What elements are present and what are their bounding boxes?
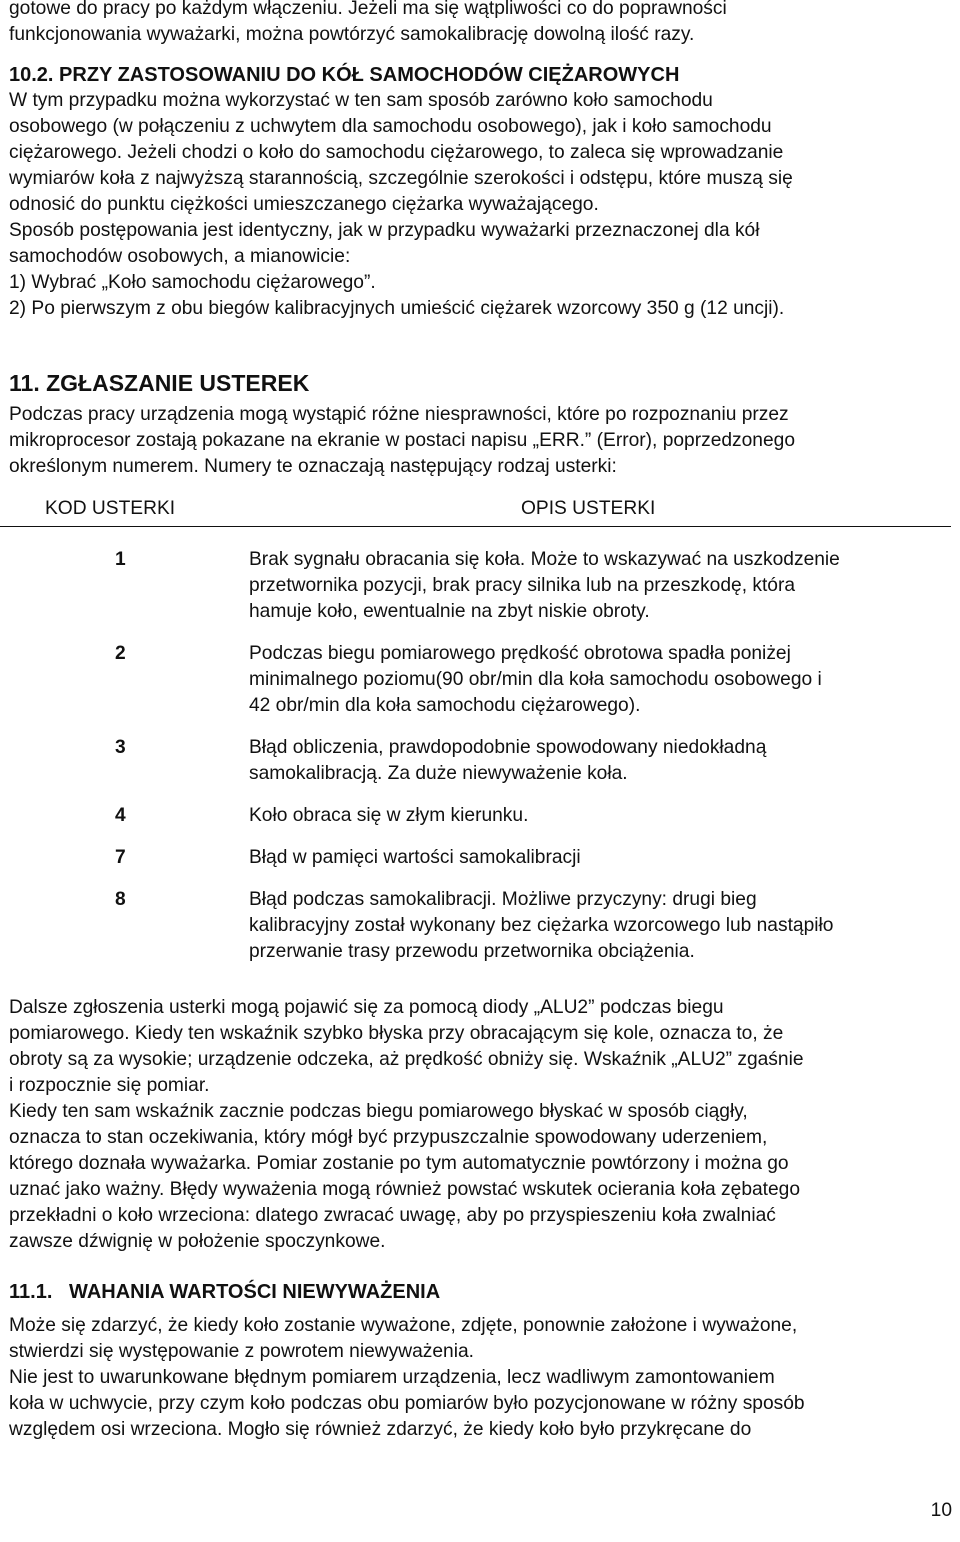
text-line: względem osi wrzeciona. Mogło się również zdarzyć, że kiedy koło było przykręcane do xyxy=(9,1419,752,1440)
text-line: mikroprocesor zostają pokazane na ekranie w postaci napisu „ERR.” (Error), poprzedzonego xyxy=(9,430,795,451)
text-line: pomiarowego. Kiedy ten wskaźnik szybko błyska przy obracającym się kole, oznacza to, że xyxy=(9,1023,784,1044)
error-code: 8 xyxy=(115,889,126,910)
section-heading-10-2: 10.2. PRZY ZASTOSOWANIU DO KÓŁ SAMOCHODÓW CIĘŻAROWYCH xyxy=(9,64,680,86)
text-line: Błąd podczas samokalibracji. Możliwe przyczyny: drugi bieg xyxy=(249,889,757,910)
error-description xyxy=(249,845,951,871)
page-number: 10 xyxy=(930,1500,952,1521)
text-line: Dalsze zgłoszenia usterki mogą pojawić się za pomocą diody „ALU2” podczas biegu xyxy=(9,997,724,1018)
error-description xyxy=(249,887,951,965)
text-line: osobowego (w połączeniu z uchwytem dla samochodu osobowego), jak i koło samochodu xyxy=(9,116,772,137)
text-line: którego doznała wyważarka. Pomiar zostanie po tym automatycznie powtórzony i można go xyxy=(9,1153,789,1174)
text-line: W tym przypadku można wykorzystać w ten sam sposób zarówno koło samochodu xyxy=(9,90,713,111)
error-row xyxy=(9,547,951,625)
intro-paragraph xyxy=(9,0,951,48)
text-line: 42 obr/min dla koła samochodu ciężarowego). xyxy=(249,695,641,716)
text-line: i rozpocznie się pomiar. xyxy=(9,1075,210,1096)
text-line: koła w uchwycie, przy czym koło podczas obu pomiarów było pozycjonowane w różny sposób xyxy=(9,1393,805,1414)
text-line: stwierdzi się występowanie z powrotem niewyważenia. xyxy=(9,1341,474,1362)
text-line: Koło obraca się w złym kierunku. xyxy=(249,805,529,826)
error-code: 4 xyxy=(115,805,126,826)
text-line: Błąd w pamięci wartości samokalibracji xyxy=(249,847,581,868)
column-header-code: KOD USTERKI xyxy=(45,498,176,519)
error-code: 2 xyxy=(115,643,126,664)
error-row xyxy=(9,803,951,829)
error-table-header xyxy=(0,496,951,527)
text-line: określonym numerem. Numery te oznaczają następujący rodzaj usterki: xyxy=(9,456,617,477)
text-line: Podczas pracy urządzenia mogą wystąpić różne niesprawności, które po rozpoznaniu przez xyxy=(9,404,789,425)
text-line: funkcjonowania wyważarki, można powtórzyć samokalibrację dowolną ilość razy. xyxy=(9,24,695,45)
text-line: Kiedy ten sam wskaźnik zacznie podczas biegu pomiarowego błyskać w sposób ciągły, xyxy=(9,1101,748,1122)
text-line: oznacza to stan oczekiwania, który mógł być przypuszczalnie spowodowany uderzeniem, xyxy=(9,1127,768,1148)
section-heading-11: 11. ZGŁASZANIE USTEREK xyxy=(9,370,310,396)
text-line: zawsze dźwignię w położenie spoczynkowe. xyxy=(9,1231,386,1252)
text-line: minimalnego poziomu(90 obr/min dla koła samochodu osobowego i xyxy=(249,669,822,690)
text-line: hamuje koło, ewentualnie na zbyt niskie obroty. xyxy=(249,601,650,622)
error-code: 7 xyxy=(115,847,126,868)
text-line: Może się zdarzyć, że kiedy koło zostanie wyważone, zdjęte, ponownie założone i wyważone, xyxy=(9,1315,798,1336)
text-line: Nie jest to uwarunkowane błędnym pomiarem urządzenia, lecz wadliwym zamontowaniem xyxy=(9,1367,775,1388)
section-11-intro xyxy=(9,402,951,480)
text-line: uznać jako ważny. Błędy wyważenia mogą również powstać wskutek ocierania koła zębatego xyxy=(9,1179,801,1200)
list-item: 2) Po pierwszym z obu biegów kalibracyjnych umieścić ciężarek wzorcowy 350 g (12 uncji). xyxy=(9,298,785,319)
text-line: samokalibracją. Za duże niewyważenie koła. xyxy=(249,763,628,784)
text-line: Brak sygnału obracania się koła. Może to wskazywać na uszkodzenie xyxy=(249,549,840,570)
error-row xyxy=(9,735,951,787)
error-row xyxy=(9,641,951,719)
text-line: Sposób postępowania jest identyczny, jak w przypadku wyważarki przeznaczonej dla kół xyxy=(9,220,760,241)
section-10-2-body xyxy=(9,88,951,322)
text-line: Błąd obliczenia, prawdopodobnie spowodowany niedokładną xyxy=(249,737,767,758)
column-header-description: OPIS USTERKI xyxy=(521,498,656,519)
text-line: przerwanie trasy przewodu przetwornika obciążenia. xyxy=(249,941,695,962)
section-11-1-body xyxy=(9,1313,951,1443)
text-line: odnosić do punktu ciężkości umieszczanego ciężarka wyważającego. xyxy=(9,194,599,215)
text-line: Podczas biegu pomiarowego prędkość obrotowa spadła poniżej xyxy=(249,643,791,664)
error-description xyxy=(249,641,951,719)
error-row xyxy=(9,845,951,871)
text-line: samochodów osobowych, a mianowicie: xyxy=(9,246,351,267)
section-11-details xyxy=(9,995,951,1255)
error-description xyxy=(249,803,951,829)
text-line: obroty są za wysokie; urządzenie odczeka, aż prędkość obniży się. Wskaźnik „ALU2” zgaśnie xyxy=(9,1049,804,1070)
error-code: 1 xyxy=(115,549,126,570)
error-row xyxy=(9,887,951,965)
error-description xyxy=(249,735,951,787)
error-table xyxy=(9,547,951,965)
error-code: 3 xyxy=(115,737,126,758)
section-heading-11-1: 11.1. WAHANIA WARTOŚCI NIEWYWAŻENIA xyxy=(9,1281,441,1303)
text-line: kalibracyjny został wykonany bez ciężarka wzorcowego lub nastąpiło xyxy=(249,915,834,936)
text-line: przekładni o koło wrzeciona: dlatego zwracać uwagę, aby po przyspieszeniu koła zwalniać xyxy=(9,1205,776,1226)
list-item: 1) Wybrać „Koło samochodu ciężarowego”. xyxy=(9,272,376,293)
text-line: przetwornika pozycji, brak pracy silnika lub na przeszkodę, która xyxy=(249,575,796,596)
text-line: ciężarowego. Jeżeli chodzi o koło do samochodu ciężarowego, to zaleca się wprowadzanie xyxy=(9,142,784,163)
error-description xyxy=(249,547,951,625)
text-line: gotowe do pracy po każdym włączeniu. Jeżeli ma się wątpliwości co do poprawności xyxy=(9,0,727,19)
text-line: wymiarów koła z najwyższą starannością, szczególnie szerokości i odstępu, które muszą się xyxy=(9,168,793,189)
document-page xyxy=(9,0,951,1443)
